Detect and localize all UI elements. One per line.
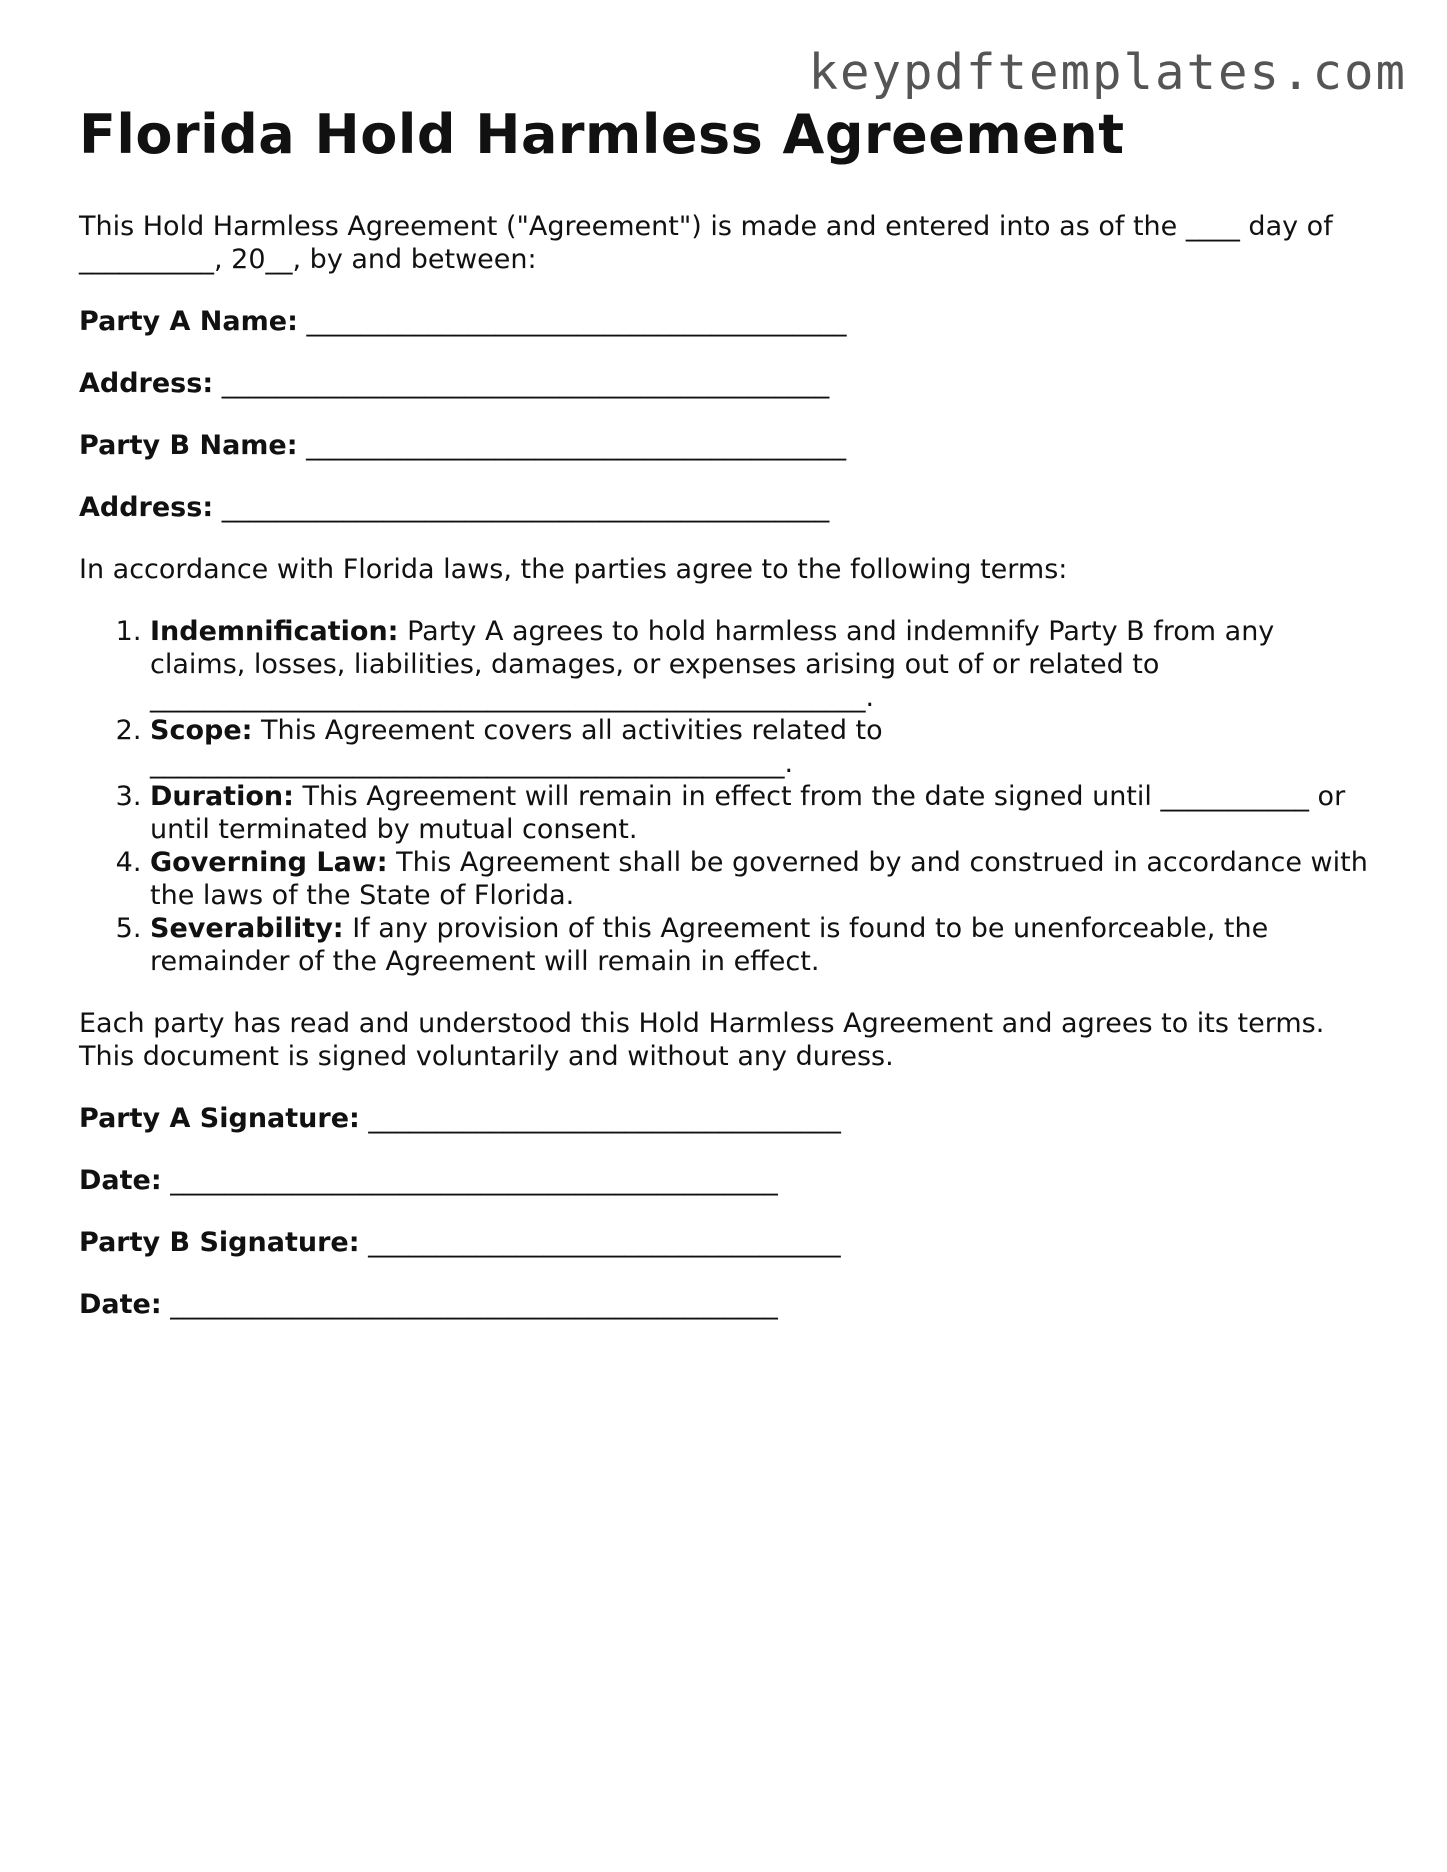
agreement-document xyxy=(79,100,1374,1350)
party-a-signature-blank[interactable]: ___________________________________ xyxy=(368,1103,841,1134)
term-item-duration xyxy=(150,780,1374,846)
watermark: keypdftemplates.com xyxy=(808,44,1407,101)
closing-paragraph: Each party has read and understood this Hold Harmless Agreement and agrees to its terms. This document is signed voluntarily and without any duress. xyxy=(79,1008,1325,1072)
party-a-address-field xyxy=(79,367,1374,400)
party-b-address-field xyxy=(79,491,1374,524)
party-a-name-field xyxy=(79,305,1374,338)
party-a-signature-label: Party A Signature: xyxy=(79,1103,360,1134)
party-a-date-field xyxy=(79,1164,1374,1197)
party-a-date-blank[interactable]: _____________________________________________ xyxy=(170,1165,778,1196)
term-item-indemnification xyxy=(150,615,1374,714)
terms-intro: In accordance with Florida laws, the parties agree to the following terms: xyxy=(79,554,1068,585)
term-title: Severability: xyxy=(150,913,344,944)
term-text: This Agreement will remain in effect from the date signed until ___________ or until terminated by mutual consent. xyxy=(150,781,1346,845)
party-b-date-label: Date: xyxy=(79,1289,162,1320)
party-a-date-label: Date: xyxy=(79,1165,162,1196)
party-a-address-label: Address: xyxy=(79,368,214,399)
term-title: Governing Law: xyxy=(150,847,388,878)
party-a-signature-field xyxy=(79,1102,1374,1135)
term-item-governing-law xyxy=(150,846,1374,912)
term-item-scope xyxy=(150,714,1374,780)
party-b-name-label: Party B Name: xyxy=(79,430,298,461)
party-b-address-blank[interactable]: _____________________________________________ xyxy=(221,492,830,523)
term-item-severability xyxy=(150,912,1374,978)
intro-paragraph: This Hold Harmless Agreement ("Agreement") is made and entered into as of the ____ day of __________, 20__, by and between: xyxy=(79,211,1333,275)
term-title: Indemnification: xyxy=(150,616,399,647)
party-b-signature-label: Party B Signature: xyxy=(79,1227,360,1258)
party-b-address-label: Address: xyxy=(79,492,214,523)
term-text: This Agreement covers all activities related to _______________________________________________. xyxy=(150,715,883,779)
party-b-name-field xyxy=(79,429,1374,462)
term-title: Duration: xyxy=(150,781,294,812)
terms-list xyxy=(79,615,1374,978)
party-b-name-blank[interactable]: ________________________________________ xyxy=(306,430,847,461)
term-text: Party A agrees to hold harmless and indemnify Party B from any claims, losses, liabilities, damages, or expenses arising out of or related to _____________________________________________________. xyxy=(150,616,1275,713)
party-b-date-blank[interactable]: _____________________________________________ xyxy=(170,1289,778,1320)
party-b-signature-field xyxy=(79,1226,1374,1259)
document-title: Florida Hold Harmless Agreement xyxy=(79,103,1125,166)
term-text: If any provision of this Agreement is found to be unenforceable, the remainder of the Agreement will remain in effect. xyxy=(150,913,1269,977)
term-text: This Agreement shall be governed by and construed in accordance with the laws of the State of Florida. xyxy=(150,847,1368,911)
party-a-address-blank[interactable]: _____________________________________________ xyxy=(221,368,830,399)
party-a-name-label: Party A Name: xyxy=(79,306,298,337)
party-b-signature-blank[interactable]: ___________________________________ xyxy=(368,1227,841,1258)
party-b-date-field xyxy=(79,1288,1374,1321)
party-a-name-blank[interactable]: ________________________________________ xyxy=(306,306,847,337)
term-title: Scope: xyxy=(150,715,253,746)
